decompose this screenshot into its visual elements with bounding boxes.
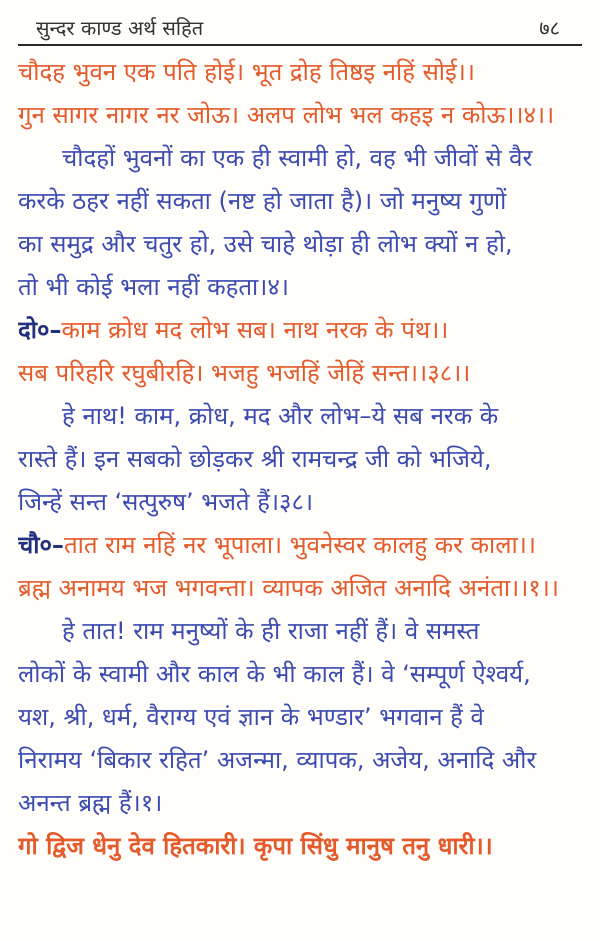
page-number: ७८ xyxy=(539,16,560,40)
meaning-line: निरामय ‘बिकार रहित’ अजन्मा, व्यापक, अजेय, अनादि और xyxy=(18,746,537,774)
meaning-line: अनन्त ब्रह्म हैं।१। xyxy=(18,789,163,817)
page-header xyxy=(18,10,582,46)
chaupai-line xyxy=(18,527,588,563)
doha-line xyxy=(18,312,588,348)
verse-line: ब्रह्म अनामय भज भगवन्ता। व्यापक अजित अनादि अनंता।।१।। xyxy=(18,574,559,602)
book-title: सुन्दर काण्ड अर्थ सहित xyxy=(36,16,204,40)
chaupai-text: तात राम नहिं नर भूपाला। भुवनेस्वर कालहु कर काला।। xyxy=(63,531,536,559)
doha-text: काम क्रोध मद लोभ सब। नाथ नरक के पंथ।। xyxy=(61,316,449,344)
verse-line: चौदह भुवन एक पति होई। भूत द्रोह तिष्ठइ नहिं सोई।। xyxy=(18,58,475,86)
page-content xyxy=(18,54,588,871)
meaning-line: रास्ते हैं। इन सबको छोड़कर श्री रामचन्द्र जी को भजिये, xyxy=(18,445,492,473)
meaning-line: करके ठहर नहीं सकता (नष्ट हो जाता है)। जो मनुष्य गुणों xyxy=(18,187,507,215)
meaning-line: हे नाथ! काम, क्रोध, मद और लोभ–ये सब नरक के xyxy=(62,402,499,430)
meaning-line: लोकों के स्वामी और काल के भी काल हैं। वे ‘सम्पूर्ण ऐश्वर्य, xyxy=(18,660,531,688)
meaning-line: हे तात! राम मनुष्यों के ही राजा नहीं हैं। वे समस्त xyxy=(62,617,480,645)
chaupai-label: चौ०– xyxy=(18,531,64,559)
meaning-line: जिन्हें सन्त ‘सत्पुरुष’ भजते हैं।३८। xyxy=(18,488,314,516)
doha-label: दो०– xyxy=(18,316,62,344)
meaning-line: यश, श्री, धर्म, वैराग्य एवं ज्ञान के भण्डार’ भगवान हैं वे xyxy=(18,703,484,731)
verse-line: गो द्विज धेनु देव हितकारी। कृपा सिंधु मानुष तनु धारी।। xyxy=(18,832,493,860)
verse-line: सब परिहरि रघुबीरहि। भजहु भजहिं जेहिं सन्त।।३८।। xyxy=(18,359,471,387)
verse-line: गुन सागर नागर नर जोऊ। अलप लोभ भल कहइ न कोऊ।।४।। xyxy=(18,101,555,129)
meaning-line: चौदहों भुवनों का एक ही स्वामी हो, वह भी जीवों से वैर xyxy=(62,144,533,172)
meaning-line: तो भी कोई भला नहीं कहता।४। xyxy=(18,273,289,301)
meaning-line: का समुद्र और चतुर हो, उसे चाहे थोड़ा ही लोभ क्यों न हो, xyxy=(18,230,513,258)
